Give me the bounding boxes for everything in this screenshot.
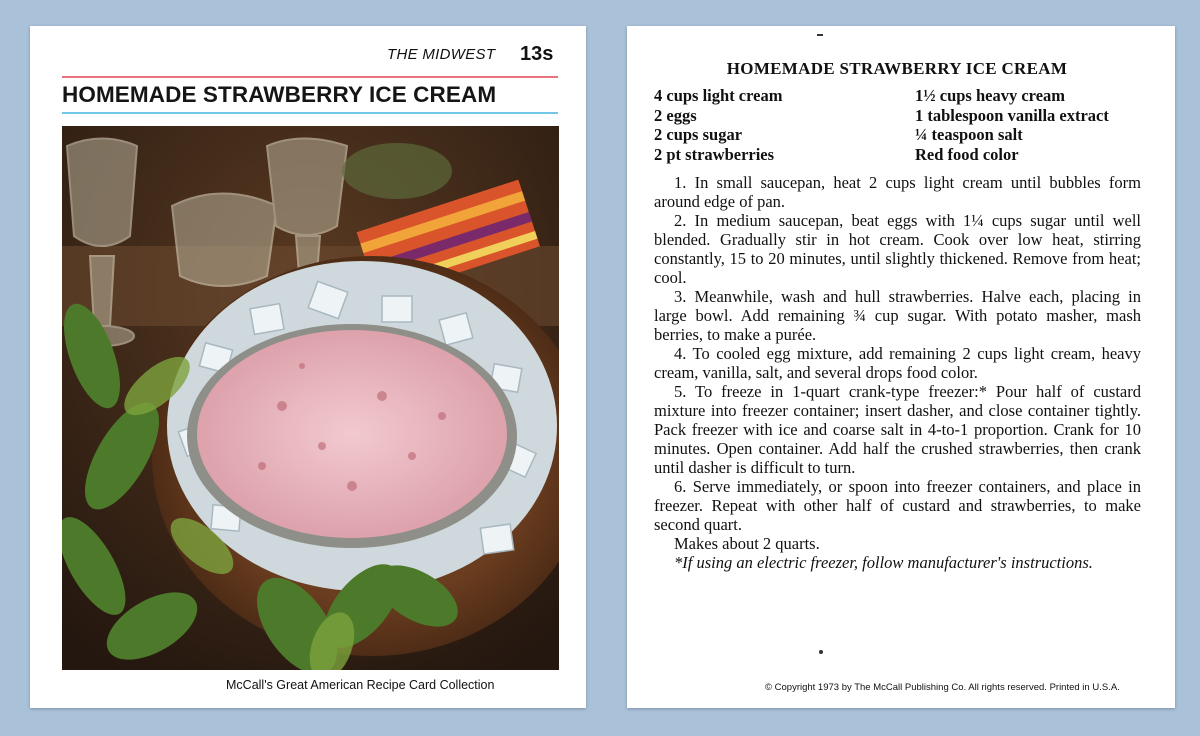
recipe-card-front xyxy=(30,26,586,708)
ingredient: 4 cups light cream xyxy=(654,86,783,105)
step: 5. To freeze in 1-quart crank-type freezer:* Pour half of custard mixture into freezer container; insert dasher, and close container tightly. Pack freezer with ice and coarse salt in 4-to-1 proportion. Crank for 10 minutes. Open container. Add half the crushed strawberries, then crank until dasher is difficult to turn. xyxy=(654,382,1141,477)
front-title: HOMEMADE STRAWBERRY ICE CREAM xyxy=(62,82,497,107)
ingredient: 1½ cups heavy cream xyxy=(915,86,1066,105)
ice-cream-photo xyxy=(62,126,559,670)
top-tick-mark xyxy=(817,34,823,36)
recipe-steps xyxy=(654,173,1141,572)
yield-note: Makes about 2 quarts. xyxy=(674,534,820,553)
footnote: *If using an electric freezer, follow manufacturer's instructions. xyxy=(674,553,1093,572)
ingredient: 1 tablespoon vanilla extract xyxy=(915,105,1109,125)
step: 2. In medium saucepan, beat eggs with 1¼ cups sugar until well blended. Gradually stir in hot cream. Cook over low heat, stirring constantly, 15 to 20 minutes, until slightly thickened. Remove from heat; cool. xyxy=(654,211,1141,287)
region-label: THE MIDWEST xyxy=(387,46,496,63)
recipe-card-back xyxy=(627,26,1175,708)
ingredients-right xyxy=(915,86,1109,164)
step: 6. Serve immediately, or spoon into freezer containers, and place in freezer. Repeat with other half of custard and strawberries, to make second quart. xyxy=(654,477,1141,534)
bottom-dot xyxy=(819,650,823,654)
back-title: HOMEMADE STRAWBERRY ICE CREAM xyxy=(726,59,1068,78)
ingredient: 2 eggs xyxy=(654,105,697,125)
copyright: © Copyright 1973 by The McCall Publishing Co. All rights reserved. Printed in U.S.A. xyxy=(765,682,1120,693)
ingredient: 2 cups sugar xyxy=(654,125,743,144)
pink-rule xyxy=(62,76,558,78)
ingredient: 2 pt strawberries xyxy=(654,144,775,164)
ingredients-left xyxy=(654,86,782,164)
step: 4. To cooled egg mixture, add remaining 2 cups light cream, heavy cream, vanilla, salt, and several drops food color. xyxy=(654,344,1141,382)
card-number: 13s xyxy=(520,43,554,65)
ingredient: ¼ teaspoon salt xyxy=(915,125,1023,144)
step: 3. Meanwhile, wash and hull strawberries. Halve each, placing in large bowl. Add remaining ¾ cup sugar. With potato masher, mash berries, to make a purée. xyxy=(654,287,1141,344)
blue-rule xyxy=(62,112,558,114)
collection-caption: McCall's Great American Recipe Card Collection xyxy=(226,678,495,692)
step: 1. In small saucepan, heat 2 cups light cream until bubbles form around edge of pan. xyxy=(654,173,1141,211)
ingredient: Red food color xyxy=(915,144,1019,164)
